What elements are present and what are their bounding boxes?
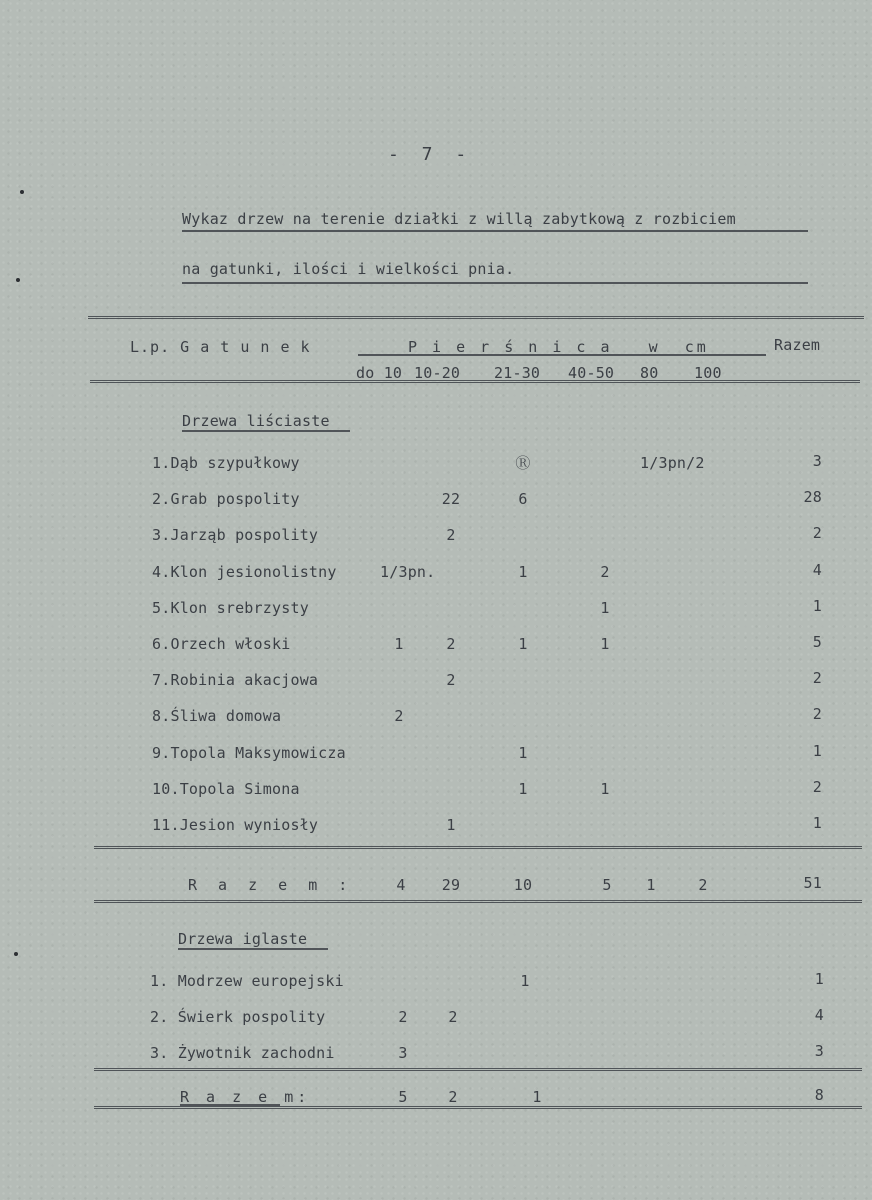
header-col-80: 80 (640, 364, 659, 382)
row-cell-d20: 1 (446, 816, 456, 834)
margin-mark (14, 952, 18, 956)
row-cell-d50: 1 (600, 779, 610, 798)
row-species-name: 1.Dąb szypułkowy (152, 454, 300, 472)
row-cell-razem: 3 (812, 452, 822, 470)
row-cell-d30: 6 (518, 490, 528, 509)
row-species-name: 6.Orzech włoski (152, 635, 291, 653)
row-cell-razem: 1 (812, 814, 822, 832)
row-cell-razem: 1 (814, 970, 824, 988)
row-cell-d10: 1 (394, 635, 404, 653)
row-cell-d30: 1 (518, 779, 528, 798)
total-top-rule (94, 846, 862, 851)
total2-top-rule (94, 1068, 862, 1073)
header-piersnica: P i e r ś n i c a w cm (408, 338, 709, 356)
row-species-name: 3.Jarząb pospolity (152, 526, 319, 545)
row-species-name: 11.Jesion wyniosły (152, 816, 319, 834)
row-cell-razem: 4 (814, 1006, 824, 1024)
total-razem: 51 (803, 874, 822, 892)
row-cell-razem: 4 (812, 560, 822, 579)
margin-mark (20, 190, 24, 194)
title-line-2: na gatunki, ilości i wielkości pnia. (182, 260, 515, 278)
row-cell-d10: 1/3pn. (380, 562, 436, 581)
header-piersnica-line (358, 354, 766, 356)
header-col-21-30: 21-30 (494, 364, 541, 382)
row-cell-d30: Ⓡ (515, 454, 531, 472)
row-cell-d20: 2 (446, 671, 456, 690)
row-cell-d20: 2 (446, 526, 456, 545)
page-number: - 7 - (388, 144, 473, 165)
margin-mark (16, 278, 20, 282)
row-species-name: 2. Świerk pospolity (150, 1008, 326, 1026)
total2-bottom-rule (94, 1106, 862, 1111)
row-cell-d50: 1 (600, 635, 610, 653)
title-underline-2 (182, 282, 808, 284)
row-cell-d30: 1 (520, 972, 530, 990)
title-underline-1 (182, 230, 808, 232)
total2-do10: 5 (398, 1088, 408, 1106)
total-40-50: 5 (602, 876, 612, 894)
header-col-10-20: 10-20 (414, 364, 461, 382)
row-species-name: 5.Klon srebrzysty (152, 598, 309, 617)
row-species-name: 7.Robinia akacjowa (152, 671, 319, 690)
total-100: 2 (698, 876, 708, 894)
row-cell-razem: 28 (803, 488, 822, 507)
section-title-coniferous: Drzewa iglaste (178, 930, 308, 948)
total2-21-30: 1 (532, 1088, 542, 1106)
section-title-deciduous: Drzewa liściaste (182, 412, 330, 430)
row-species-name: 3. Żywotnik zachodni (150, 1044, 335, 1062)
row-cell-razem: 5 (812, 633, 822, 651)
total2-razem: 8 (814, 1086, 824, 1104)
row-cell-d20: 2 (448, 1008, 458, 1026)
row-cell-razem: 2 (812, 524, 822, 543)
total-10-20: 29 (441, 876, 461, 894)
row-cell-d10: 2 (394, 707, 404, 726)
header-col-do10: do 10 (356, 364, 403, 382)
row-cell-razem: 1 (812, 596, 822, 615)
row-cell-d80: 1/3pn/2 (640, 454, 705, 472)
row-cell-razem: 1 (812, 741, 822, 760)
row-cell-d20: 2 (446, 635, 456, 653)
row-cell-d50: 2 (600, 562, 610, 581)
section-title-underline (178, 948, 328, 950)
row-cell-razem: 2 (812, 705, 822, 724)
table-top-rule (88, 316, 864, 321)
row-cell-razem: 3 (814, 1042, 824, 1060)
row-cell-razem: 2 (812, 777, 822, 796)
total-bottom-rule (94, 900, 862, 905)
total-do10: 4 (396, 876, 406, 894)
row-species-name: 10.Topola Simona (152, 779, 300, 798)
row-cell-d30: 1 (518, 562, 528, 581)
row-cell-d10: 2 (398, 1008, 408, 1026)
header-lp-gatunek: L.p. G a t u n e k (130, 338, 311, 356)
row-cell-d20: 22 (441, 490, 461, 509)
header-col-100: 100 (694, 364, 722, 382)
header-col-40-50: 40-50 (568, 364, 615, 382)
total-label: R a z e m : (188, 876, 354, 894)
row-species-name: 1. Modrzew europejski (150, 972, 344, 990)
total-80: 1 (646, 876, 656, 894)
total2-label: R a z e m: (180, 1088, 311, 1106)
row-cell-razem: 2 (812, 669, 822, 688)
header-bottom-rule (90, 380, 860, 385)
row-cell-d30: 1 (518, 635, 528, 653)
row-species-name: 4.Klon jesionolistny (152, 562, 337, 581)
row-cell-d30: 1 (518, 743, 528, 762)
section-title-underline (182, 430, 350, 432)
total-21-30: 10 (513, 876, 533, 894)
title-line-1: Wykaz drzew na terenie działki z willą zabytkową z rozbiciem (182, 210, 736, 228)
total2-10-20: 2 (448, 1088, 458, 1106)
row-species-name: 9.Topola Maksymowicza (152, 743, 346, 762)
row-cell-d50: 1 (600, 598, 610, 617)
header-razem: Razem (774, 336, 821, 354)
row-species-name: 2.Grab pospolity (152, 490, 300, 509)
row-cell-d10: 3 (398, 1044, 408, 1062)
row-species-name: 8.Śliwa domowa (152, 707, 282, 726)
